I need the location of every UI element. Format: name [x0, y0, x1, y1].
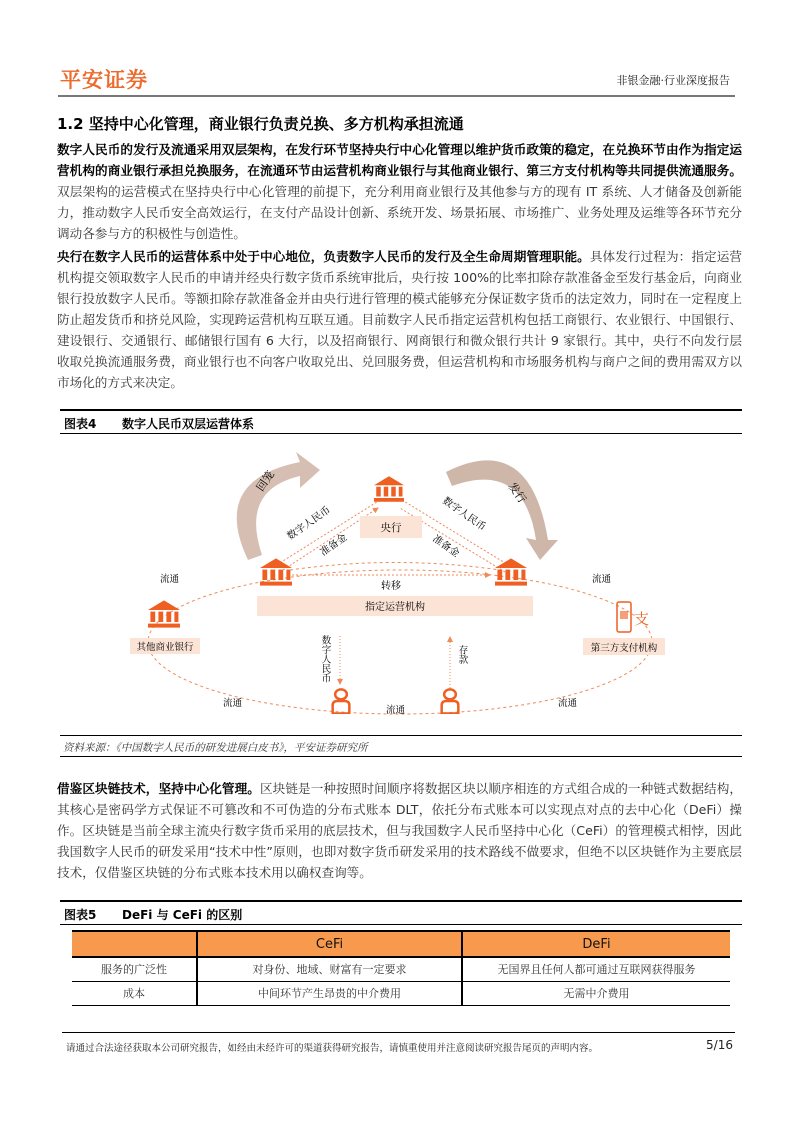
label-circulation: 流通	[160, 574, 180, 585]
footer-disclaimer: 请通过合法途径获取本公司研究报告，如经由未经许可的渠道获得研究报告，请慎重使用并注意阅读研究报告尾页的声明内容。	[66, 1043, 599, 1054]
table-row	[72, 957, 730, 981]
user-icon-right	[442, 689, 459, 713]
row-label: 服务的广泛性	[72, 957, 197, 981]
paragraph-body: 具体发行过程为：指定运营机构提交领取数字人民币的申请并经央行数字货币系统审批后，央行按 100%的比率扣除存款准备金至发行基金后，向商业银行投放数字人民币。等额扣除存款准备金并由央行进行管理的模式能够充分保证数字货币的法定效力，同时在一定程度上防止超发货币和挤兑风险，实现跨运营机构互联互通。目前数字人民币指定运营机构包括工商银行、农业银行、中国银行、建设银行、交通银行、邮储银行国有 6 大行，以及招商银行、网商银行和微众银行共计 9 家银行。其中，央行不向发行层收取兑换流通服务费，商业银行也不向客户收取兑出、兑回服务费，但运营机构和市场服务机构与商户之间的费用需双方以市场化的方式来决定。	[57, 249, 743, 390]
label-circulation: 流通	[223, 698, 243, 709]
label-dcep-left: 数字人民币	[285, 504, 333, 543]
label-circulation: 流通	[592, 574, 612, 585]
cell-defi: 无国界且任何人都可通过互联网获得服务	[462, 957, 730, 981]
label-other-banks: 其他商业银行	[136, 642, 194, 653]
label-recall: 回笼	[253, 468, 278, 494]
user-icon-left	[333, 689, 350, 713]
report-category: 非银金融·行业深度报告	[616, 74, 730, 87]
table-row	[72, 981, 730, 1005]
label-deposit: 存款	[456, 645, 468, 664]
label-transfer: 转移	[381, 581, 401, 592]
figure-title: DeFi 与 CeFi 的区别	[122, 908, 243, 922]
column-header	[72, 931, 197, 957]
cell-cefi: 对身份、地域、财富有一定要求	[197, 957, 462, 981]
paragraph-2	[57, 246, 742, 393]
operator-bank-icon-left	[260, 558, 292, 585]
recall-arrow	[237, 452, 320, 560]
label-reserve-right: 准备金	[430, 533, 462, 560]
paragraph-body: 区块链是一种按照时间顺序将数据区块以顺序相连的方式组合成的一种链式数据结构，其核心是密码学方式保证不可篡改和不可伪造的分布式账本 DLT，依托分布式账本可以实现点对点的去中心化（DeFi）操作。区块链是当前全球主流央行数字货币采用的底层技术，但与我国数字人民币坚持中心化（CeFi）的管理模式相悖，因此我国数字人民币的研发采用“技术中性”原则，也即对数字货币研发采用的技术路线不做要求，但绝不以区块链作为主要底层技术，仅借鉴区块链的分布式账本技术用以确权查询等。	[57, 781, 743, 880]
figure-number: 图表4	[64, 417, 97, 431]
table-header-row	[72, 931, 730, 957]
label-dcep-right: 数字人民币	[440, 495, 488, 534]
paragraph-body: 双层架构的运营模式在坚持央行中心化管理的前提下，充分利用商业银行及其他参与方的现有 IT 系统、人才储备及创新能力，推动数字人民币安全高效运行，在支付产品设计创新、系统开发、场景拓展、市场推广、业务处理及运维等各环节充分调动各参与方的积极性与创造性。	[57, 184, 742, 241]
figure-title: 数字人民币双层运营体系	[122, 417, 255, 431]
section-title: 1.2 坚持中心化管理，商业银行负责兑换、多方机构承担流通	[57, 115, 464, 133]
figure-5-caption	[60, 900, 742, 925]
cell-defi: 无需中介费用	[462, 981, 730, 1005]
alipay-glyph-icon: 支	[634, 610, 650, 628]
label-operators: 指定运营机构	[365, 602, 425, 613]
column-header-cefi: CeFi	[197, 931, 462, 957]
label-circulation: 流通	[386, 705, 406, 716]
dual-layer-diagram	[62, 436, 740, 730]
label-central-bank: 央行	[380, 522, 402, 534]
paragraph-1	[57, 139, 742, 244]
paragraph-lead: 数字人民币的发行及流通采用双层架构，在发行环节坚持央行中心化管理以维护货币政策的稳定，在兑换环节由作为指定运营机构的商业银行承担兑换服务，在流通环节由运营机构商业银行与其他商业银行、第三方支付机构等共同提供流通服务。	[57, 142, 742, 178]
label-third-party: 第三方支付机构	[590, 643, 658, 654]
paragraph-3	[57, 778, 742, 883]
label-dcep-down: 数字人民币	[319, 635, 331, 683]
operator-bank-icon-right	[495, 558, 527, 585]
cell-cefi: 中间环节产生昂贵的中介费用	[197, 981, 462, 1005]
label-circulation: 流通	[558, 698, 578, 709]
brand-logo: 平安证券	[60, 68, 148, 92]
other-bank-icon	[148, 600, 180, 627]
label-reserve-left: 准备金	[318, 532, 350, 559]
figure-4-caption	[60, 409, 742, 434]
page-number: 5/16	[706, 1038, 733, 1052]
figure-number: 图表5	[64, 908, 97, 922]
header-divider	[58, 95, 735, 97]
row-label: 成本	[72, 981, 197, 1005]
column-header-defi: DeFi	[462, 931, 730, 957]
label-issue: 发行	[505, 480, 529, 506]
paragraph-lead: 央行在数字人民币的运营体系中处于中心地位，负责数字人民币的发行及全生命周期管理职能。	[57, 249, 590, 264]
figure-4-source: 资料来源：《中国数字人民币的研发进展白皮书》，平安证券研究所	[60, 735, 742, 757]
paragraph-lead: 借鉴区块链技术，坚持中心化管理。	[57, 781, 260, 796]
footer-divider	[62, 1032, 735, 1033]
central-bank-icon	[374, 476, 404, 502]
defi-cefi-table	[72, 930, 730, 1006]
